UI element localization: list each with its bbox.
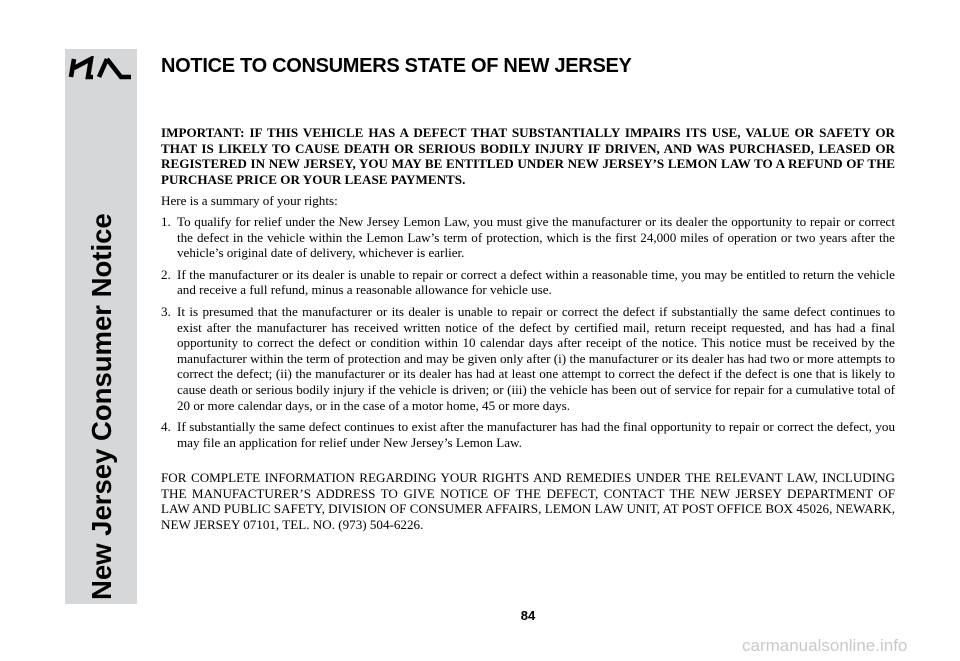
contact-information: FOR COMPLETE INFORMATION REGARDING YOUR RIGHTS AND REMEDIES UNDER THE RELEVANT LAW, INCLUDING THE MANUFACTURER’S ADDRESS TO GIVE NOTICE OF THE DEFECT, CONTACT THE NEW JERSEY DEPARTMENT OF LAW AND PUBLIC SAFETY, DIVISION OF CONSUMER AFFAIRS, LEMON LAW UNIT, AT POST OFFICE BOX 45026, NEWARK, NEW JERSEY 07101, TEL. NO. (973) 504-6226. <box>161 470 895 533</box>
list-item-text: If the manufacturer or its dealer is unable to repair or correct a defect within a reasonable time, you may be entitled to return the vehicle and receive a full refund, minus a reasonable allowance for vehicle use. <box>177 266 895 298</box>
list-item <box>161 267 895 298</box>
list-item-text: If substantially the same defect continues to exist after the manufacturer has had the final opportunity to repair or correct the defect, you may file an application for relief under New Jersey’s Lemon Law. <box>177 419 895 450</box>
list-item-number: 2. <box>161 266 171 282</box>
list-item-number: 4. <box>161 419 171 435</box>
list-item <box>161 214 895 261</box>
list-item-text: To qualify for relief under the New Jersey Lemon Law, you must give the manufacturer or its dealer the opportunity to repair or correct the defect in the vehicle within the Lemon Law’s term of protection, which is the first 24,000 miles of operation or two years after the vehicle’s original date of delivery, whichever is earlier. <box>177 213 895 261</box>
list-item <box>161 419 895 450</box>
page-title: NOTICE TO CONSUMERS STATE OF NEW JERSEY <box>161 55 632 77</box>
kia-logo-icon <box>67 56 135 80</box>
notice-body <box>161 125 895 533</box>
sidebar-title: New Jersey Consumer Notice <box>86 213 117 600</box>
list-item-text: It is presumed that the manufacturer or its dealer is unable to repair or correct the defect if substantially the same defect continues to exist after the manufacturer has received written notice of the defect by certified mail, return receipt requested, and has had a final opportunity to correct the defect or condition within 10 calendar days after receipt of the notice. This notice must be received by the manufacturer within the term of protection and may be given only after (i) the manufacturer or its dealer has had two or more attempts to correct the defect; (ii) the manufacturer or its dealer has had at least one attempt to correct the defect if the defect is one that is likely to cause death or serious bodily injury if the vehicle is driven; or (iii) the vehicle has been out of service for repair for a cumulative total of 20 or more calendar days, or in the case of a motor home, 45 or more days. <box>177 303 895 413</box>
list-item <box>161 304 895 413</box>
list-item-number: 1. <box>161 213 171 229</box>
page-number: 84 <box>520 608 536 623</box>
watermark: carmanualsonline.info <box>742 636 908 655</box>
summary-intro: Here is a summary of your rights: <box>161 193 338 209</box>
list-item-number: 3. <box>161 303 171 319</box>
important-notice: IMPORTANT: IF THIS VEHICLE HAS A DEFECT THAT SUBSTANTIALLY IMPAIRS ITS USE, VALUE OR SAFETY OR THAT IS LIKELY TO CAUSE DEATH OR SERIOUS BODILY INJURY IF DRIVEN, AND WAS PURCHASED, LEASED OR REGISTERED IN NEW JERSEY, YOU MAY BE ENTITLED UNDER NEW JERSEY’S LEMON LAW TO A REFUND OF THE PURCHASE PRICE OR YOUR LEASE PAYMENTS. <box>161 125 895 187</box>
rights-list <box>161 214 895 450</box>
